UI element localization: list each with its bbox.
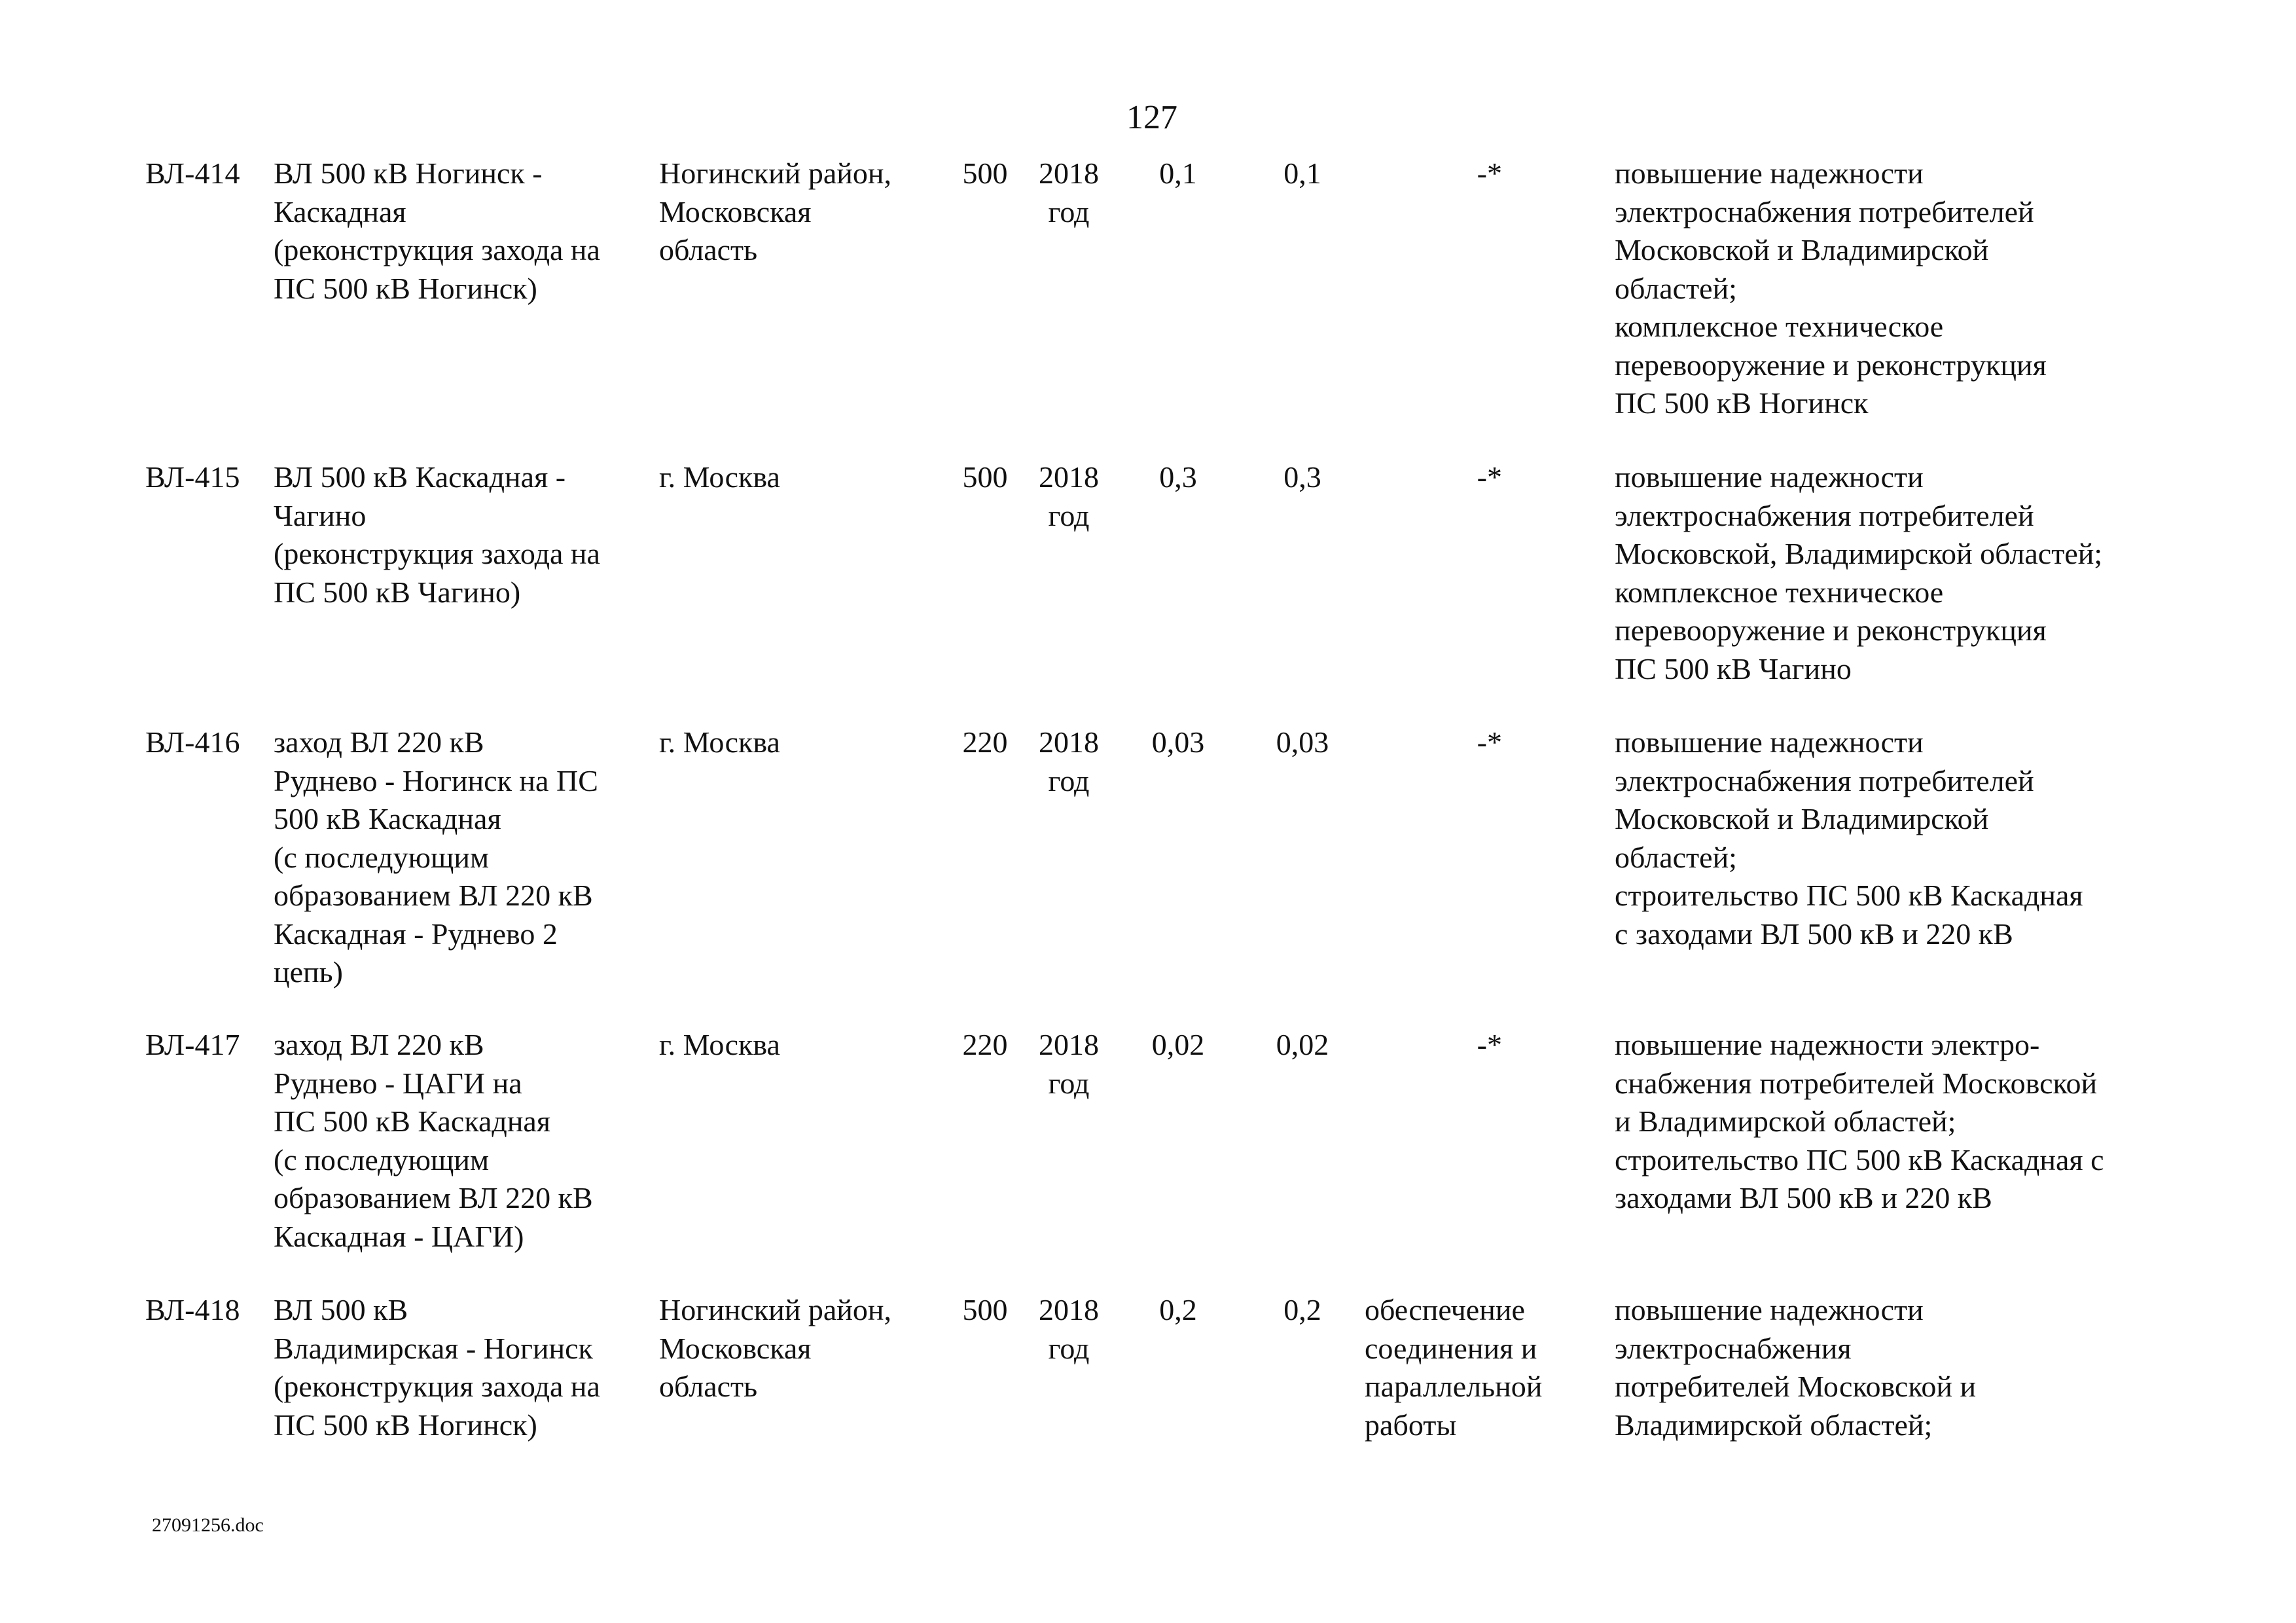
object-length-1: 0,1 [1159,156,1197,190]
object-code: ВЛ-414 [145,156,240,190]
object-location: г. Москва [659,1028,780,1061]
object-year: 2018 год [1039,725,1099,797]
object-voltage: 220 [962,1028,1008,1061]
object-year: 2018 год [1039,1293,1099,1365]
object-code: ВЛ-418 [145,1293,240,1326]
object-length-1: 0,02 [1151,1028,1205,1061]
object-year: 2018 год [1039,1028,1099,1100]
object-length-1: 0,03 [1151,725,1205,759]
object-length-2: 0,03 [1276,725,1329,759]
object-name: заход ВЛ 220 кВ Руднево - Ногинск на ПС 500 кВ Каскадная (с последующим образованием ВЛ 220 кВ Каскадная - Руднево 2 цепь) [274,725,598,989]
object-purpose: повышение надежности электроснабжения потребителей Московской, Владимирской областей; комплексное техническое перевооружение и реконструкция ПС 500 кВ Чагино [1615,460,2103,685]
object-length-2: 0,3 [1283,460,1321,494]
object-voltage: 220 [962,725,1008,759]
object-purpose: повышение надежности электроснабжения потребителей Московской и Владимирской областей; [1615,1293,1977,1442]
object-name: ВЛ 500 кВ Каскадная - Чагино (реконструкция захода на ПС 500 кВ Чагино) [274,460,600,609]
object-voltage: 500 [962,156,1008,190]
object-task: -* [1477,725,1502,759]
object-name: заход ВЛ 220 кВ Руднево - ЦАГИ на ПС 500 кВ Каскадная (с последующим образованием ВЛ 220 кВ Каскадная - ЦАГИ) [274,1028,593,1253]
object-length-1: 0,2 [1159,1293,1197,1326]
object-length-1: 0,3 [1159,460,1197,494]
object-year: 2018 год [1039,156,1099,228]
object-name: ВЛ 500 кВ Владимирская - Ногинск (реконструкция захода на ПС 500 кВ Ногинск) [274,1293,600,1442]
object-voltage: 500 [962,1293,1008,1326]
object-length-2: 0,02 [1276,1028,1329,1061]
document-filename: 27091256.doc [152,1514,264,1536]
object-location: г. Москва [659,460,780,494]
object-task: обеспечение соединения и параллельной работы [1365,1293,1543,1442]
object-purpose: повышение надежности электроснабжения потребителей Московской и Владимирской областей; строительство ПС 500 кВ Каскадная с заходами ВЛ 500 кВ и 220 кВ [1615,725,2083,951]
object-task: -* [1477,156,1502,190]
object-task: -* [1477,1028,1502,1061]
object-location: Ногинский район, Московская область [659,156,891,266]
object-code: ВЛ-417 [145,1028,240,1061]
object-length-2: 0,2 [1283,1293,1321,1326]
object-name: ВЛ 500 кВ Ногинск - Каскадная (реконструкция захода на ПС 500 кВ Ногинск) [274,156,600,305]
object-voltage: 500 [962,460,1008,494]
object-location: Ногинский район, Московская область [659,1293,891,1403]
object-length-2: 0,1 [1283,156,1321,190]
object-year: 2018 год [1039,460,1099,532]
object-task: -* [1477,460,1502,494]
object-code: ВЛ-416 [145,725,240,759]
object-purpose: повышение надежности электро- снабжения потребителей Московской и Владимирской областей; строительство ПС 500 кВ Каскадная с заходами ВЛ 500 кВ и 220 кВ [1615,1028,2104,1214]
page-number: 127 [1126,99,1177,136]
object-code: ВЛ-415 [145,460,240,494]
object-location: г. Москва [659,725,780,759]
object-purpose: повышение надежности электроснабжения потребителей Московской и Владимирской областей; комплексное техническое перевооружение и реконструкция ПС 500 кВ Ногинск [1615,156,2047,420]
